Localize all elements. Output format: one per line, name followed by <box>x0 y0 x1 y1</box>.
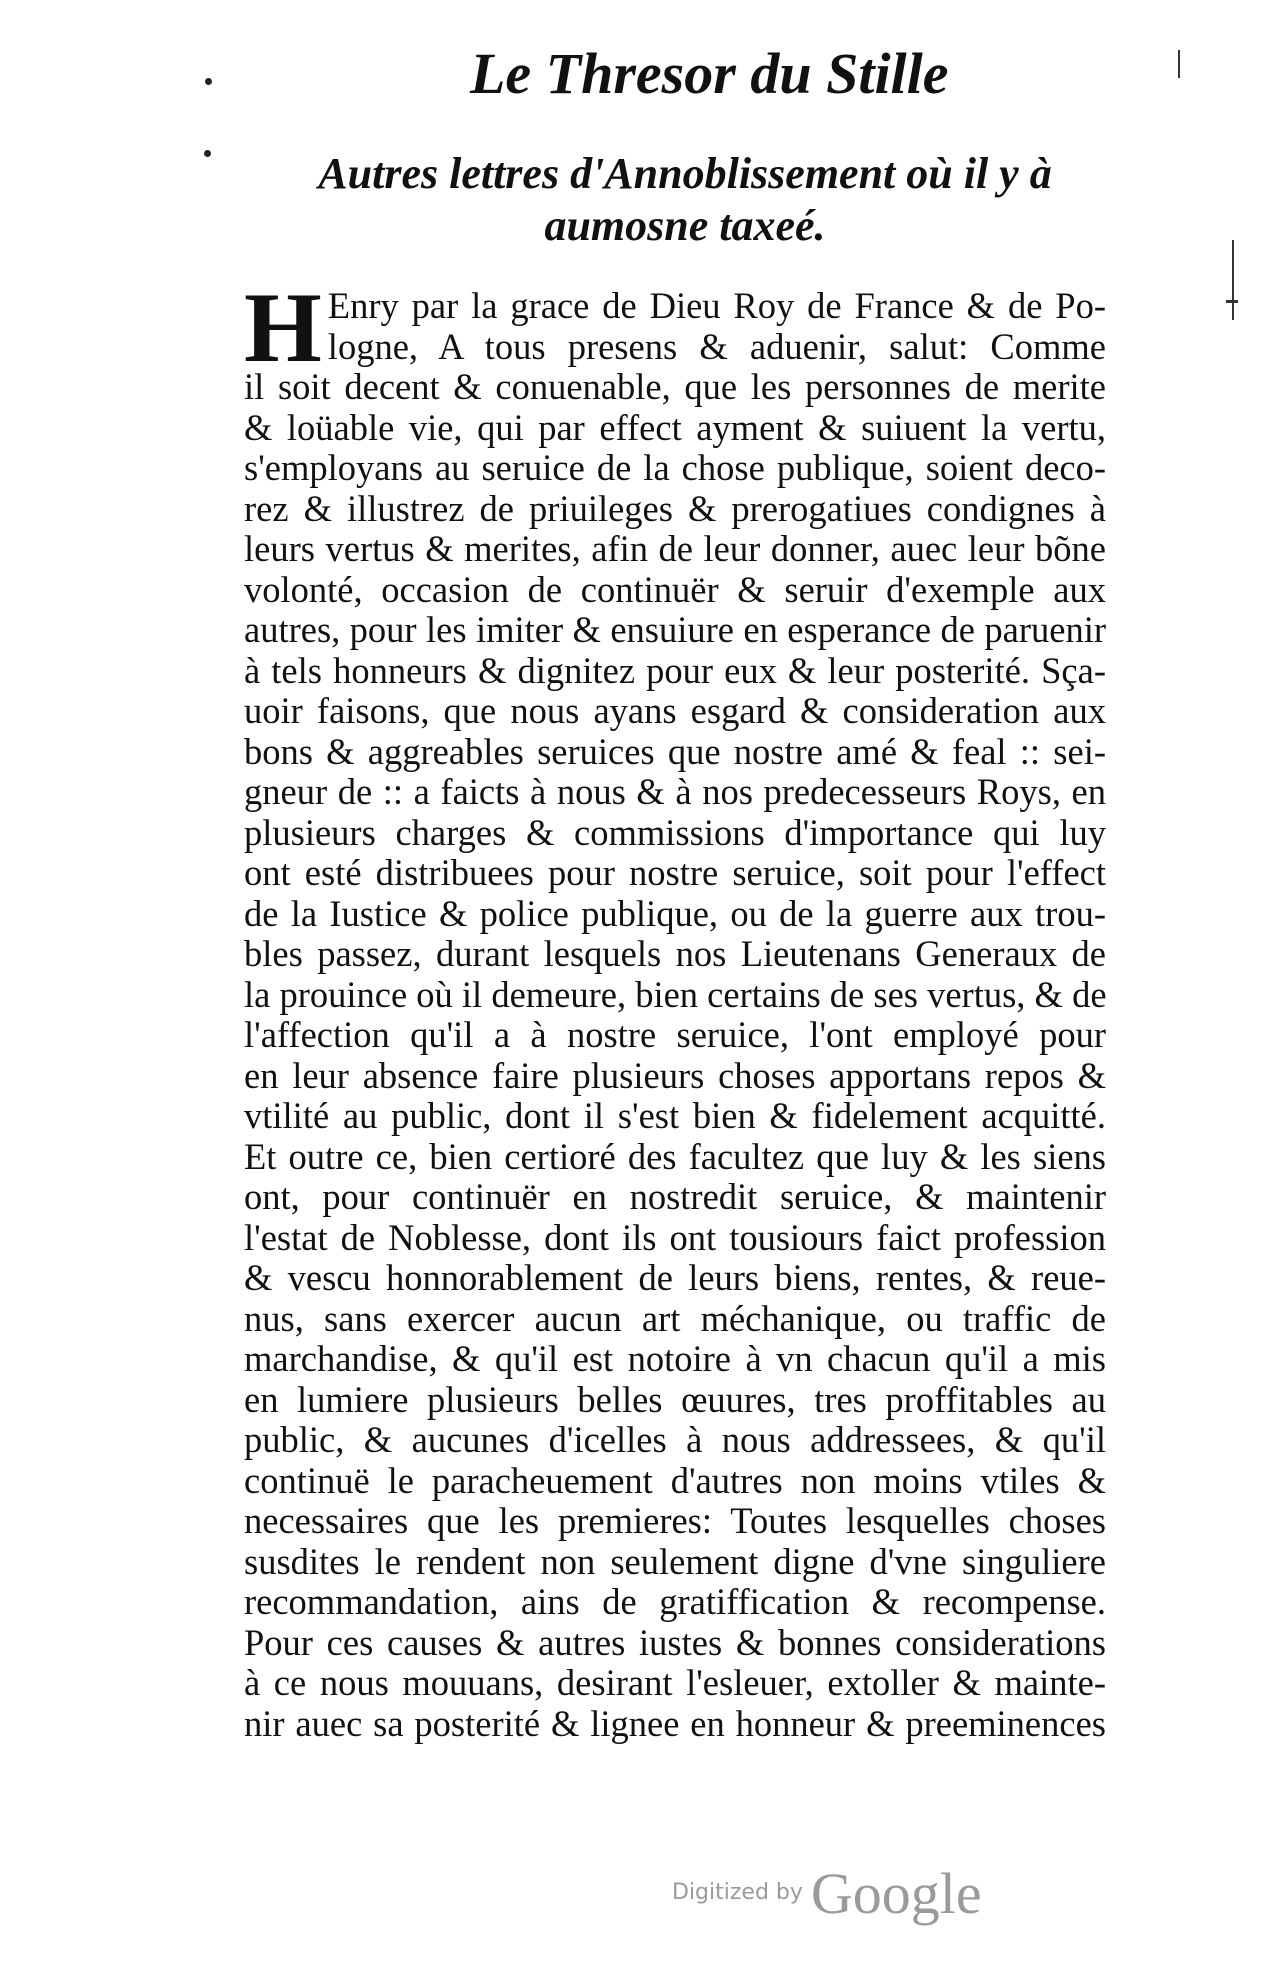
drop-cap: H <box>244 272 322 383</box>
margin-mark <box>1232 240 1234 320</box>
text-line: il soit decent & conuenable, que les personnes de merite <box>244 366 1106 407</box>
text-line: marchandise, & qu'il est notoire à vn chacun qu'il a mis <box>244 1338 1106 1379</box>
letter-body <box>244 272 1107 1744</box>
margin-mark <box>1178 50 1180 78</box>
text-line: rez & illustrez de priuileges & prerogatiues condignes à <box>244 487 1106 529</box>
running-header: Le Thresor du Stille <box>470 41 949 106</box>
text-line: & loüable vie, qui par effect ayment & suiuent la vertu, <box>244 406 1106 448</box>
text-line: la prouince où il demeure, bien certains de ses vertus, & de <box>244 973 1107 1015</box>
text-line: nir auec sa posterité & lignee en honneur & preeminences <box>244 1702 1106 1744</box>
section-title <box>270 148 1100 252</box>
text-line: volonté, occasion de continuër & seruir d'exemple aux <box>244 568 1106 610</box>
text-line: recommandation, ains de gratiffication & recompense. <box>244 1581 1106 1622</box>
text-line: l'affection qu'il a à nostre seruice, l'ont employé pour <box>244 1014 1106 1055</box>
watermark-logo: Google <box>810 1861 982 1926</box>
margin-mark <box>1226 300 1238 303</box>
text-line: logne, A tous presens & aduenir, salut: Comme <box>327 325 1106 367</box>
text-line: plusieurs charges & commissions d'importance qui luy <box>244 811 1106 853</box>
text-line: Et outre ce, bien certioré des facultez que luy & les siens <box>244 1135 1106 1177</box>
ornament-dot <box>204 150 211 157</box>
section-title-line: Autres lettres d'Annoblissement où il y à <box>318 149 1052 198</box>
text-line: & vescu honnorablement de leurs biens, rentes, & reue- <box>244 1257 1106 1298</box>
text-line: ont, pour continuër en nostredit seruice, & maintenir <box>244 1176 1106 1217</box>
text-line: nus, sans exercer aucun art méchanique, ou traffic de <box>244 1297 1106 1339</box>
text-line: gneur de :: a faicts à nous & à nos predecesseurs Roys, en <box>244 771 1106 812</box>
text-line: en lumiere plusieurs belles œuures, tres proffitables au <box>244 1378 1106 1420</box>
digitized-watermark <box>672 1860 982 1927</box>
text-line: continuë le paracheuement d'autres non moins vtiles & <box>244 1459 1106 1501</box>
ornament-dot <box>205 78 212 85</box>
text-line: bons & aggreables seruices que nostre amé & feal :: sei- <box>244 730 1106 772</box>
text-line: bles passez, durant lesquels nos Lieutenans Generaux de <box>244 933 1106 974</box>
text-line: Enry par la grace de Dieu Roy de France & de Po- <box>327 285 1106 326</box>
text-line: ont esté distribuees pour nostre seruice, soit pour l'effect <box>244 852 1106 893</box>
text-line: en leur absence faire plusieurs choses apportans repos & <box>244 1054 1106 1096</box>
text-line: à tels honneurs & dignitez pour eux & leur posterité. Sça- <box>244 649 1106 691</box>
watermark-prefix: Digitized by <box>672 1880 803 1905</box>
text-line: de la Iustice & police publique, ou de la guerre aux trou- <box>244 892 1106 934</box>
text-line: susdites le rendent non seulement digne d'vne singuliere <box>244 1540 1106 1582</box>
text-line: uoir faisons, que nous ayans esgard & consideration aux <box>244 690 1106 731</box>
text-line: public, & aucunes d'icelles à nous addressees, & qu'il <box>244 1419 1106 1460</box>
text-line: à ce nous mouuans, desirant l'esleuer, extoller & mainte- <box>244 1662 1106 1703</box>
section-title-line: aumosne taxeé. <box>544 201 826 250</box>
text-line: leurs vertus & merites, afin de leur donner, auec leur bõne <box>244 528 1106 569</box>
text-line: autres, pour les imiter & ensuiure en esperance de paruenir <box>244 609 1106 650</box>
text-line: vtilité au public, dont il s'est bien & fidelement acquitté. <box>244 1095 1106 1136</box>
text-line: s'employans au seruice de la chose publique, soient deco- <box>244 447 1106 488</box>
text-line: l'estat de Noblesse, dont ils ont tousiours faict profession <box>244 1216 1106 1258</box>
text-line: necessaires que les premieres: Toutes lesquelles choses <box>244 1500 1106 1541</box>
text-line: Pour ces causes & autres iustes & bonnes considerations <box>244 1621 1106 1663</box>
